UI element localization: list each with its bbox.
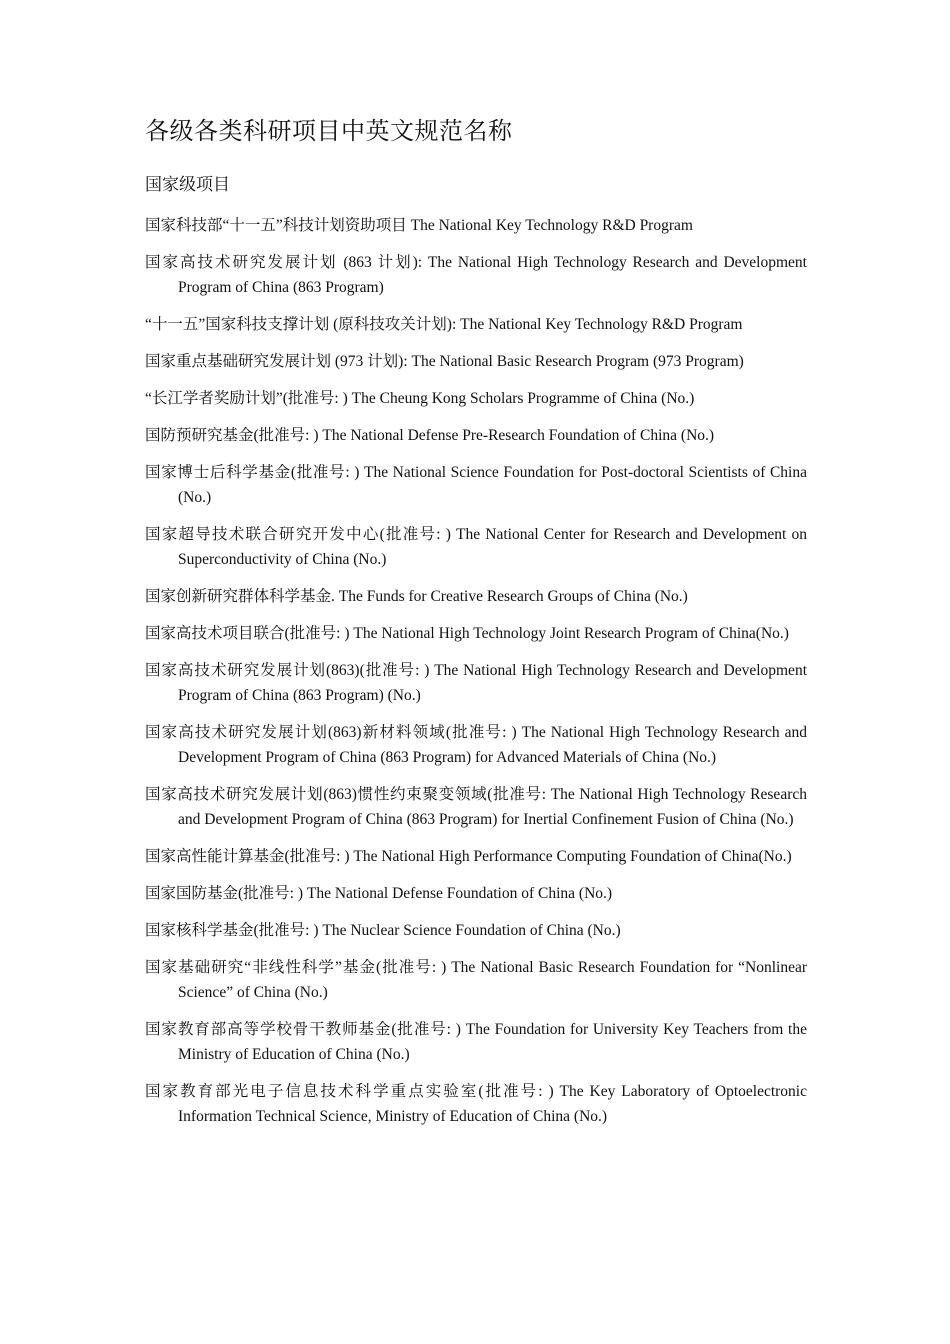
list-item: 国家高技术研究发展计划 (863 计划): The National High Technology Research and Development Program of China (863 Program): [145, 254, 807, 296]
list-item: 国家高性能计算基金(批准号: ) The National High Performance Computing Foundation of China(No.): [145, 848, 792, 865]
list-item: 国家博士后科学基金(批准号: ) The National Science Foundation for Post-doctoral Scientists of China (No.): [145, 464, 807, 506]
list-item: 国家高技术研究发展计划(863)(批准号: ) The National High Technology Research and Development Program of China (863 Program) (No.): [145, 662, 807, 704]
list-item: 国家高技术研究发展计划(863)惯性约束聚变领域(批准号: The National High Technology Research and Development Program of China (863 Program) for Inertial Confinement Fusion of China (No.): [145, 786, 807, 828]
list-item: 国家基础研究“非线性科学”基金(批准号: ) The National Basic Research Foundation for “Nonlinear Science” of China (No.): [145, 959, 807, 1001]
list-item: 国家教育部高等学校骨干教师基金(批准号: ) The Foundation for University Key Teachers from the Ministry of Education of China (No.): [145, 1021, 807, 1063]
list-item: 国家高技术研究发展计划(863)新材料领域(批准号: ) The National High Technology Research and Development Program of China (863 Program) for Advanced Materials of China (No.): [145, 724, 807, 766]
list-item: 国家教育部光电子信息技术科学重点实验室(批准号: ) The Key Laboratory of Optoelectronic Information Technical Science, Ministry of Education of China (No.): [145, 1083, 807, 1125]
list-item: 国家科技部“十一五”科技计划资助项目 The National Key Technology R&D Program: [145, 217, 693, 234]
list-item: 国防预研究基金(批准号: ) The National Defense Pre-Research Foundation of China (No.): [145, 427, 715, 444]
list-item: 国家重点基础研究发展计划 (973 计划): The National Basic Research Program (973 Program): [145, 353, 744, 370]
section-heading-national: 国家级项目: [145, 175, 230, 195]
list-item: 国家创新研究群体科学基金. The Funds for Creative Research Groups of China (No.): [145, 588, 688, 605]
list-item: “十一五”国家科技支撑计划 (原科技攻关计划): The National Key Technology R&D Program: [145, 316, 743, 333]
document-title: 各级各类科研项目中英文规范名称: [145, 117, 513, 145]
project-name-list: [145, 213, 807, 1129]
document-page: [145, 114, 807, 1141]
list-item: 国家超导技术联合研究开发中心(批准号: ) The National Center for Research and Development on Superconductivity of China (No.): [145, 526, 807, 568]
list-item: 国家核科学基金(批准号: ) The Nuclear Science Foundation of China (No.): [145, 922, 621, 939]
list-item: “长江学者奖励计划”(批准号: ) The Cheung Kong Scholars Programme of China (No.): [145, 390, 695, 407]
list-item: 国家国防基金(批准号: ) The National Defense Foundation of China (No.): [145, 885, 613, 902]
list-item: 国家高技术项目联合(批准号: ) The National High Technology Joint Research Program of China(No.): [145, 625, 789, 642]
